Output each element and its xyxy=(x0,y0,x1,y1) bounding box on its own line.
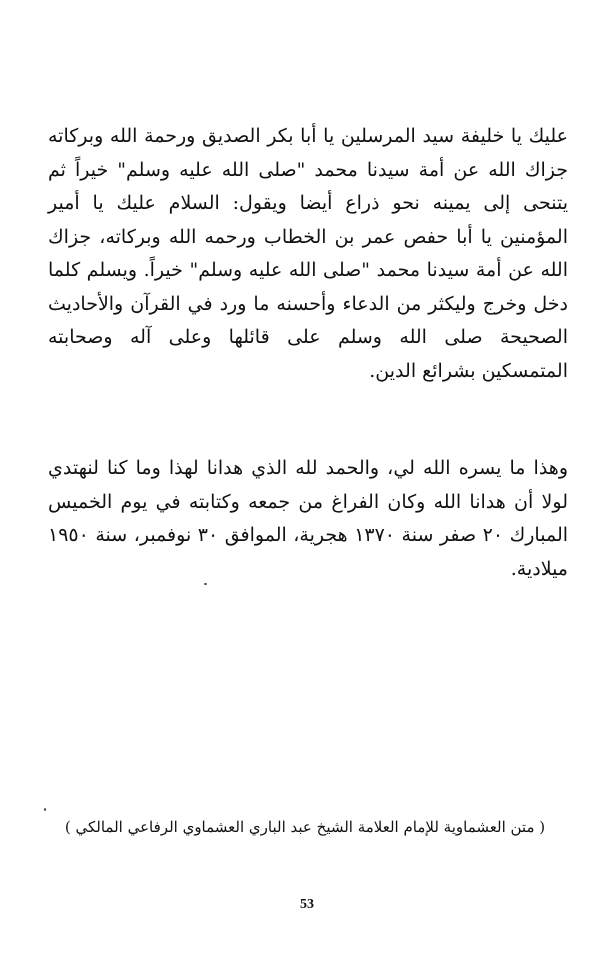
print-speck xyxy=(44,808,46,811)
body-paragraph-2: وهذا ما يسره الله لي، والحمد لله الذي هدانا لهذا وما كنا لنهتدي لولا أن هدانا الله وكان الفراغ من جمعه وكتابته في يوم الخميس المبارك ٢٠ صفر سنة ١٣٧٠ هجرية، الموافق ٣٠ نوفمبر، سنة ١٩٥٠ ميلادية. xyxy=(48,457,569,580)
page-number: 53 xyxy=(300,897,314,912)
running-footer-title: ( متن العشماوية للإمام العلامة الشيخ عبد الباري العشماوي الرفاعي المالكي ) xyxy=(64,818,546,836)
body-paragraph-1: عليك يا خليفة سيد المرسلين يا أبا بكر الصديق ورحمة الله وبركاته جزاك الله عن أمة سيدنا محمد "صلى الله عليه وسلم" خيراً ثم يتنحى إلى يمينه نحو ذراع أيضا ويقول: السلام عليك يا أمير المؤمنين يا أبا حفص عمر بن الخطاب ورحمه الله وبركاته، جزاك الله عن أمة سيدنا محمد "صلى الله عليه وسلم" خيراً. ويسلم كلما دخل وخرج وليكثر من الدعاء وأحسنه ما ورد في القرآن والأحاديث الصحيحة صلى الله وسلم على قائلها وعلى آله وصحابته المتمسكين بشرائع الدين. xyxy=(48,125,568,382)
print-speck xyxy=(204,583,207,585)
